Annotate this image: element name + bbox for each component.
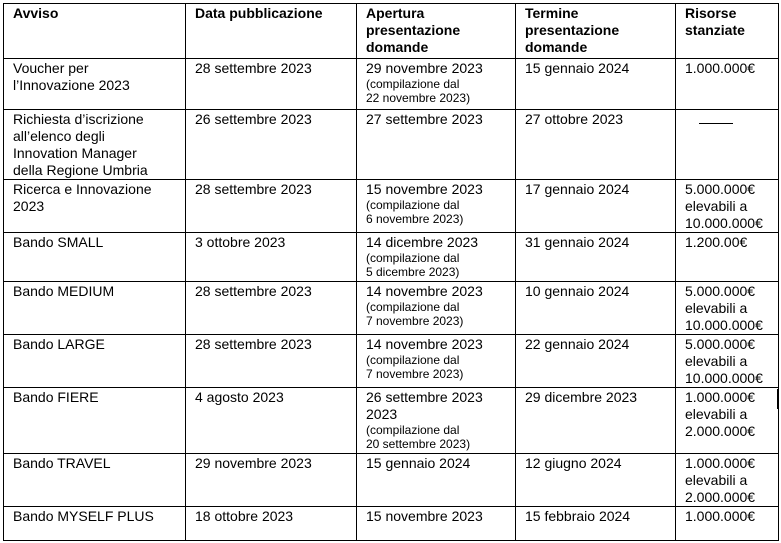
cell-apertura: 15 novembre 2023 (compilazione dal 6 novembre 2023) (357, 180, 516, 233)
cell-termine: 15 febbraio 2024 (516, 507, 676, 541)
header-data-pubblicazione: Data pubblicazione (186, 4, 357, 59)
cell-pubblicazione: 28 settembre 2023 (186, 59, 357, 110)
empty-value-dash (699, 114, 733, 124)
cell-avviso: Bando MEDIUM (4, 282, 186, 335)
bandi-table (3, 3, 779, 541)
cell-apertura: 15 novembre 2023 (357, 507, 516, 541)
table-row (4, 233, 779, 282)
cell-apertura-note: (compilazione dal 22 novembre 2023) (366, 77, 471, 105)
cell-risorse: 5.000.000€ elevabili a 10.000.000€ (676, 282, 779, 335)
header-avviso: Avviso (4, 4, 186, 59)
cell-avviso: Bando TRAVEL (4, 454, 186, 507)
header-apertura: Apertura presentazione domande (357, 4, 516, 59)
cell-pubblicazione: 29 novembre 2023 (186, 454, 357, 507)
cell-pubblicazione: 28 settembre 2023 (186, 180, 357, 233)
table-row (4, 282, 779, 335)
cell-apertura: 29 novembre 2023 (compilazione dal 22 novembre 2023) (357, 59, 516, 110)
header-row (4, 4, 779, 59)
cell-apertura: 15 gennaio 2024 (357, 454, 516, 507)
cell-termine: 10 gennaio 2024 (516, 282, 676, 335)
cell-termine: 31 gennaio 2024 (516, 233, 676, 282)
cell-apertura-note: (compilazione dal 6 novembre 2023) (366, 198, 464, 226)
cell-pubblicazione: 18 ottobre 2023 (186, 507, 357, 541)
header-risorse: Risorse stanziate (676, 4, 779, 59)
cell-termine: 15 gennaio 2024 (516, 59, 676, 110)
header-termine: Termine presentazione domande (516, 4, 676, 59)
cell-pubblicazione: 28 settembre 2023 (186, 282, 357, 335)
cell-risorse: 5.000.000€ elevabili a 10.000.000€ (676, 335, 779, 388)
table-row (4, 507, 779, 541)
table-row (4, 335, 779, 388)
cell-avviso: Bando FIERE (4, 388, 186, 454)
cell-apertura-note: (compilazione dal 7 novembre 2023) (366, 300, 464, 328)
cell-risorse: 1.200.00€ (676, 233, 779, 282)
cell-termine: 27 ottobre 2023 (516, 110, 676, 180)
cell-termine: 29 dicembre 2023 (516, 388, 676, 454)
cell-risorse: 1.000.000€ (676, 59, 779, 110)
table-row (4, 59, 779, 110)
cell-termine: 17 gennaio 2024 (516, 180, 676, 233)
cell-apertura: 26 settembre 2023 2023 (compilazione dal 20 settembre 2023) (357, 388, 516, 454)
cell-risorse (676, 110, 779, 180)
cell-termine: 22 gennaio 2024 (516, 335, 676, 388)
cell-risorse: 1.000.000€ elevabili a 2.000.000€ (676, 454, 779, 507)
cell-apertura: 14 dicembre 2023 (compilazione dal 5 dicembre 2023) (357, 233, 516, 282)
table-row (4, 110, 779, 180)
table-row (4, 388, 779, 454)
cell-avviso: Ricerca e Innovazione 2023 (4, 180, 186, 233)
cell-pubblicazione: 26 settembre 2023 (186, 110, 357, 180)
cell-pubblicazione: 28 settembre 2023 (186, 335, 357, 388)
cell-avviso: Richiesta d’iscrizione all’elenco degli Innovation Manager della Regione Umbria (4, 110, 186, 180)
cell-apertura-note: (compilazione dal 20 settembre 2023) (366, 423, 471, 451)
cell-risorse: 5.000.000€ elevabili a 10.000.000€ (676, 180, 779, 233)
cell-avviso: Voucher per l’Innovazione 2023 (4, 59, 186, 110)
cell-apertura-note: (compilazione dal 5 dicembre 2023) (366, 251, 460, 279)
cell-risorse: 1.000.000€ (676, 507, 779, 541)
table-row (4, 454, 779, 507)
cell-apertura: 14 novembre 2023 (compilazione dal 7 novembre 2023) (357, 335, 516, 388)
cell-avviso: Bando LARGE (4, 335, 186, 388)
edge-mark (777, 389, 778, 409)
cell-pubblicazione: 3 ottobre 2023 (186, 233, 357, 282)
cell-apertura: 27 settembre 2023 (357, 110, 516, 180)
cell-termine: 12 giugno 2024 (516, 454, 676, 507)
cell-apertura: 14 novembre 2023 (compilazione dal 7 novembre 2023) (357, 282, 516, 335)
cell-avviso: Bando MYSELF PLUS (4, 507, 186, 541)
table-row (4, 180, 779, 233)
cell-pubblicazione: 4 agosto 2023 (186, 388, 357, 454)
cell-avviso: Bando SMALL (4, 233, 186, 282)
cell-apertura-note: (compilazione dal 7 novembre 2023) (366, 353, 464, 381)
cell-risorse: 1.000.000€ elevabili a 2.000.000€ (676, 388, 779, 454)
